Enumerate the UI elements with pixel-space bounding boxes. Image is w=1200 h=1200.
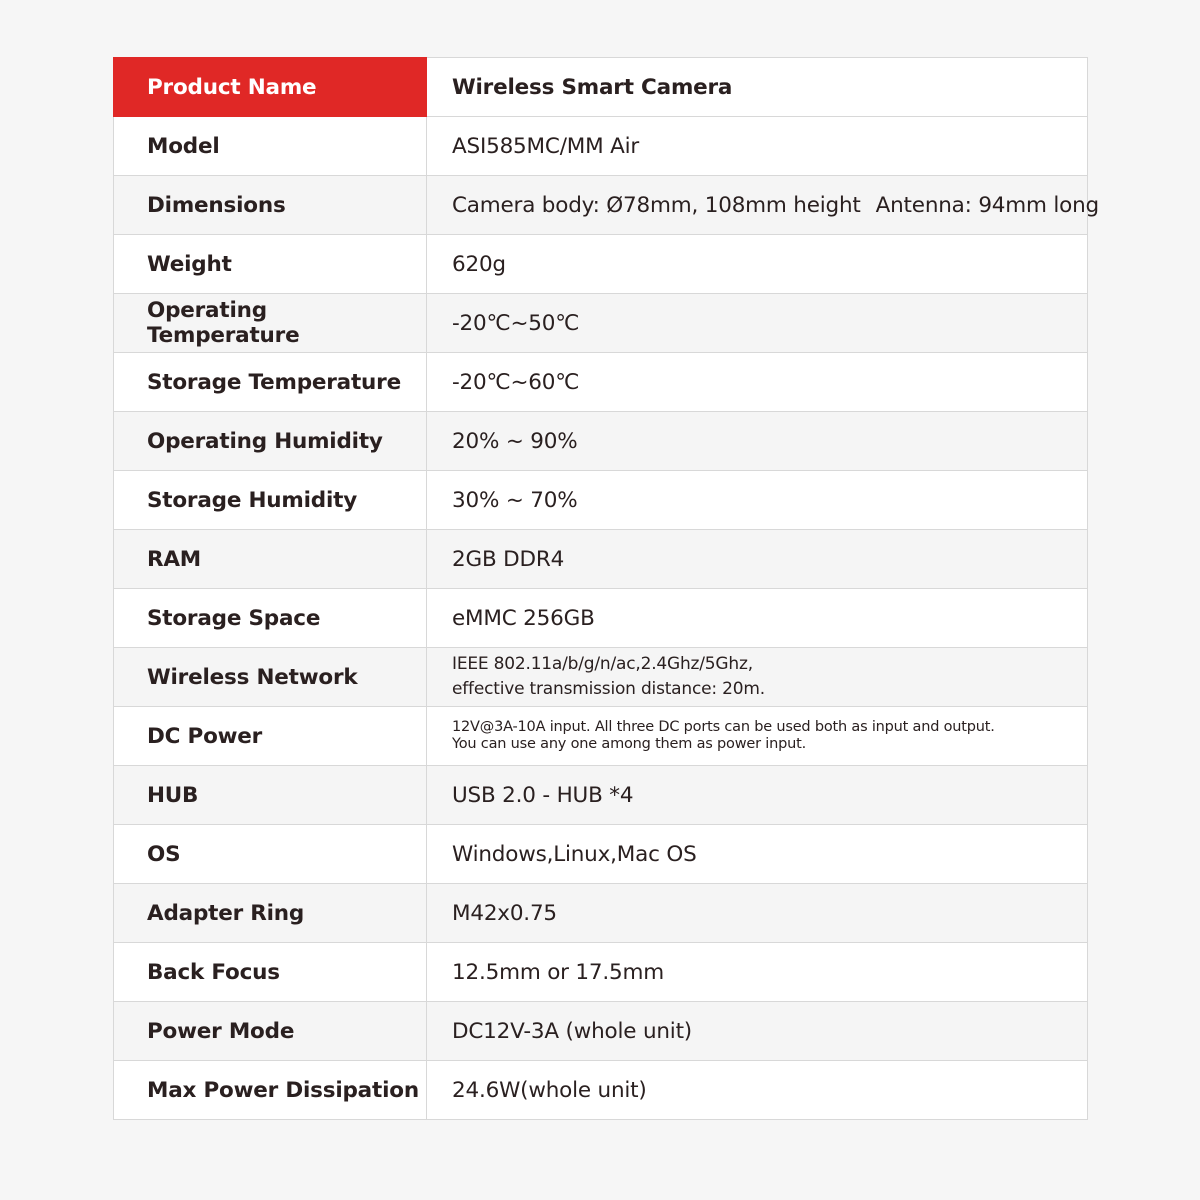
- spec-row-back-focus: [114, 943, 1088, 1002]
- dc-power-line-2: You can use any one among them as power input.: [452, 736, 806, 752]
- spec-row-operating-temperature: [114, 294, 1088, 353]
- wireless-network-line-1: IEEE 802.11a/b/g/n/ac,2.4Ghz/5Ghz,: [452, 654, 753, 674]
- spec-row-os: [114, 825, 1088, 884]
- dimensions-body-value: Camera body: Ø78mm, 108mm height: [452, 192, 861, 218]
- spec-label: Storage Humidity: [114, 471, 427, 530]
- spec-label: Wireless Network: [114, 648, 427, 707]
- spec-row-dimensions: [114, 176, 1088, 235]
- spec-row-wireless-network: [114, 648, 1088, 707]
- spec-label: Dimensions: [114, 176, 427, 235]
- spec-label: Power Mode: [114, 1002, 427, 1061]
- spec-label: Model: [114, 117, 427, 176]
- spec-value: M42x0.75: [427, 884, 1088, 943]
- spec-label: Adapter Ring: [114, 884, 427, 943]
- spec-table: [113, 57, 1100, 1120]
- spec-label: Back Focus: [114, 943, 427, 1002]
- spec-label: Product Name: [114, 58, 427, 117]
- spec-row-adapter-ring: [114, 884, 1088, 943]
- spec-value: Wireless Smart Camera: [427, 58, 1088, 117]
- spec-label: Max Power Dissipation: [114, 1061, 427, 1120]
- spec-row-storage-temperature: [114, 353, 1088, 412]
- spec-value: [427, 648, 1088, 707]
- spec-row-storage-humidity: [114, 471, 1088, 530]
- spec-row-dc-power: [114, 707, 1088, 766]
- wireless-network-line-2: effective transmission distance: 20m.: [452, 679, 765, 699]
- spec-value: [427, 176, 1100, 235]
- spec-value: -20℃~60℃: [427, 353, 1088, 412]
- spec-label: Operating Humidity: [114, 412, 427, 471]
- spec-row-model: [114, 117, 1088, 176]
- spec-value: USB 2.0 - HUB *4: [427, 766, 1088, 825]
- spec-label: Weight: [114, 235, 427, 294]
- spec-label: Operating Temperature: [114, 294, 427, 353]
- spec-row-max-power-dissipation: [114, 1061, 1088, 1120]
- spec-label: OS: [114, 825, 427, 884]
- spec-row-power-mode: [114, 1002, 1088, 1061]
- spec-value: [427, 707, 1088, 766]
- spec-value: 24.6W(whole unit): [427, 1061, 1088, 1120]
- spec-value: 2GB DDR4: [427, 530, 1088, 589]
- spec-row-storage-space: [114, 589, 1088, 648]
- spec-row-product-name: [114, 58, 1088, 117]
- spec-value: 20% ~ 90%: [427, 412, 1088, 471]
- spec-value: ASI585MC/MM Air: [427, 117, 1088, 176]
- spec-value: -20℃~50℃: [427, 294, 1088, 353]
- spec-row-weight: [114, 235, 1088, 294]
- spec-row-operating-humidity: [114, 412, 1088, 471]
- spec-value: 30% ~ 70%: [427, 471, 1088, 530]
- spec-value: Windows,Linux,Mac OS: [427, 825, 1088, 884]
- dc-power-line-1: 12V@3A-10A input. All three DC ports can be used both as input and output.: [452, 719, 995, 735]
- spec-row-ram: [114, 530, 1088, 589]
- spec-label: Storage Temperature: [114, 353, 427, 412]
- spec-label: DC Power: [114, 707, 427, 766]
- dimensions-antenna-value: Antenna: 94mm long: [875, 192, 1100, 218]
- spec-value: 12.5mm or 17.5mm: [427, 943, 1088, 1002]
- spec-row-hub: [114, 766, 1088, 825]
- spec-label: Storage Space: [114, 589, 427, 648]
- spec-label: HUB: [114, 766, 427, 825]
- spec-label: RAM: [114, 530, 427, 589]
- spec-value: eMMC 256GB: [427, 589, 1088, 648]
- spec-value: DC12V-3A (whole unit): [427, 1002, 1088, 1061]
- spec-value: 620g: [427, 235, 1088, 294]
